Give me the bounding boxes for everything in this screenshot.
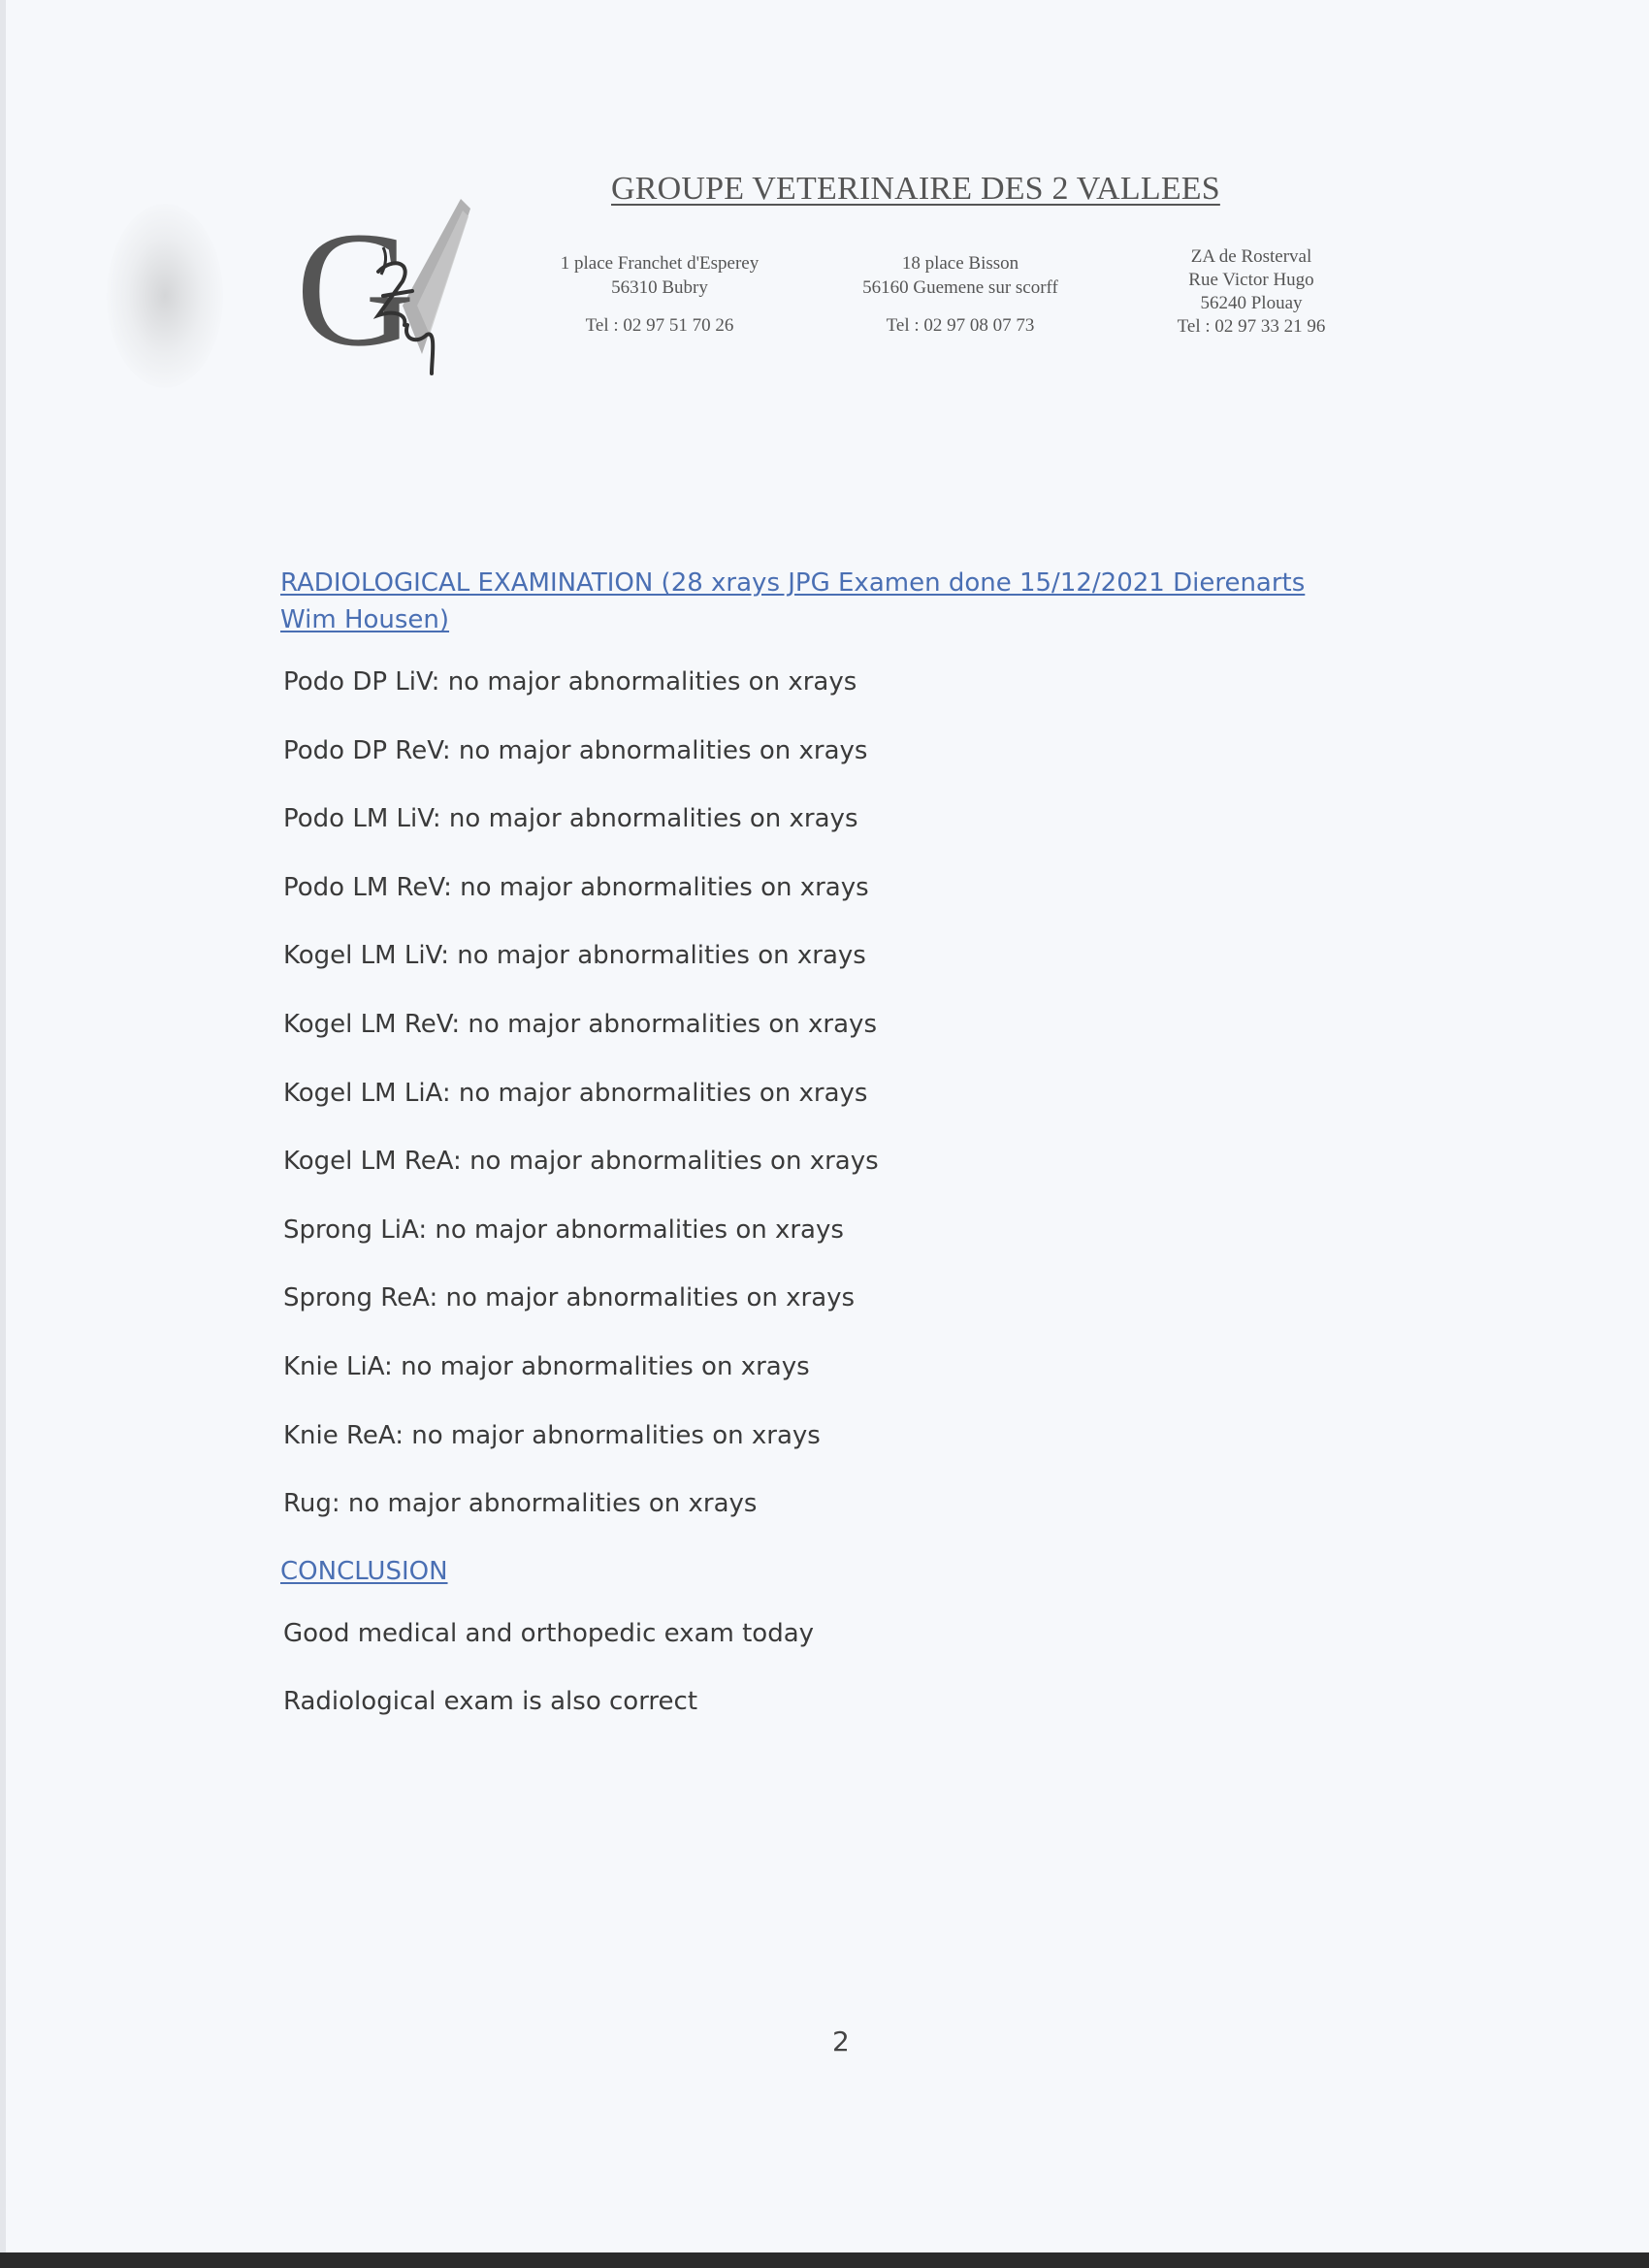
svg-text:G: G — [296, 198, 415, 380]
finding-item: Rug: no major abnormalities on xrays — [283, 1489, 758, 1519]
finding-item: Kogel LM ReA: no major abnormalities on xrays — [283, 1147, 879, 1177]
address-tel: Tel : 02 97 51 70 26 — [585, 315, 734, 336]
address-plouay — [1145, 245, 1358, 339]
finding-item: Podo DP ReV: no major abnormalities on xrays — [283, 735, 868, 765]
finding-item: Kogel LM ReV: no major abnormalities on xrays — [283, 1009, 877, 1039]
finding-item: Kogel LM LiV: no major abnormalities on xrays — [283, 941, 866, 971]
finding-item: Kogel LM LiA: no major abnormalities on xrays — [283, 1078, 868, 1108]
conclusion-lines — [280, 1615, 1367, 1720]
finding-item: Sprong ReA: no major abnormalities on xrays — [283, 1283, 856, 1313]
address-line: 1 place Franchet d'Esperey — [560, 253, 760, 274]
conclusion-heading: CONCLUSION — [280, 1557, 448, 1587]
finding-item: Knie LiA: no major abnormalities on xrays — [283, 1351, 810, 1381]
address-line: 18 place Bisson — [901, 253, 1019, 274]
radiology-findings — [280, 664, 1367, 1522]
address-line: Rue Victor Hugo — [1188, 270, 1314, 290]
letterhead-title: GROUPE VETERINAIRE DES 2 VALLEES — [611, 171, 1220, 207]
conclusion-line: Radiological exam is also correct — [283, 1687, 698, 1717]
address-tel: Tel : 02 97 33 21 96 — [1177, 316, 1326, 337]
address-bubry — [543, 251, 776, 338]
address-tel: Tel : 02 97 08 07 73 — [886, 315, 1035, 336]
address-line: 56310 Bubry — [611, 277, 708, 298]
scan-smudge — [107, 204, 223, 388]
finding-item: Sprong LiA: no major abnormalities on xrays — [283, 1215, 844, 1245]
gv-logo-icon — [286, 189, 480, 383]
report-body — [280, 565, 1367, 1720]
address-guemene — [844, 251, 1077, 338]
finding-item: Podo LM ReV: no major abnormalities on xrays — [283, 872, 869, 902]
page-edge — [0, 0, 6, 2252]
conclusion-line: Good medical and orthopedic exam today — [283, 1619, 815, 1649]
radiology-heading: RADIOLOGICAL EXAMINATION (28 xrays JPG Examen done 15/12/2021 Dierenarts Wim Housen) — [280, 568, 1306, 634]
address-line: 56240 Plouay — [1200, 293, 1303, 313]
page-number: 2 — [832, 2025, 850, 2057]
address-line: ZA de Rosterval — [1190, 246, 1312, 267]
finding-item: Podo DP LiV: no major abnormalities on xrays — [283, 667, 857, 697]
finding-item: Podo LM LiV: no major abnormalities on xrays — [283, 804, 858, 834]
finding-item: Knie ReA: no major abnormalities on xrays — [283, 1420, 821, 1450]
address-line: 56160 Guemene sur scorff — [862, 277, 1058, 298]
